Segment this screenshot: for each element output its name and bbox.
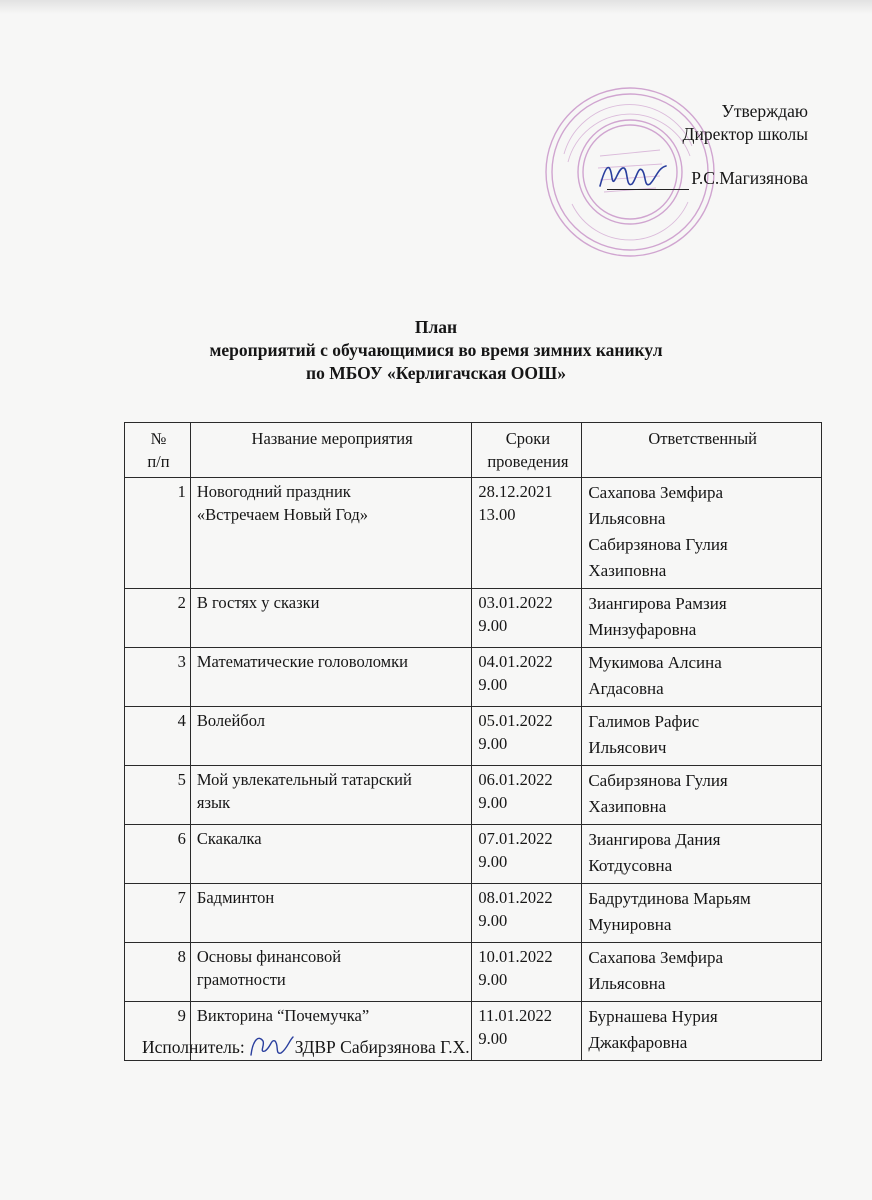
responsible-person-line: Бадрутдинова Марьям: [588, 889, 751, 908]
header-num: [125, 423, 191, 478]
event-name-line: Математические головоломки: [196, 652, 408, 671]
responsible-person: [582, 648, 822, 707]
event-date-line: 11.01.2022: [478, 1006, 553, 1025]
responsible-person-line: Мунировна: [588, 915, 672, 934]
row-number-line: 7: [177, 888, 186, 907]
responsible-person-line: Минзуфаровна: [588, 620, 697, 639]
event-date: [472, 478, 582, 589]
row-number-line: 5: [177, 770, 186, 789]
row-number: [125, 707, 191, 766]
event-date-line: 06.01.2022: [478, 770, 553, 789]
responsible-person-line: Сабирзянова Гулия: [588, 535, 728, 554]
table-row: [125, 884, 822, 943]
scan-edge-shadow: [0, 0, 872, 14]
responsible-person: [582, 884, 822, 943]
event-date-line: 9.00: [478, 911, 508, 930]
event-name-line: язык: [196, 793, 231, 812]
header-date-line-2: проведения: [487, 452, 569, 471]
table-header-row: [125, 423, 822, 478]
event-date-line: 28.12.2021: [478, 482, 553, 501]
table-row: [125, 478, 822, 589]
event-date-line: 03.01.2022: [478, 593, 553, 612]
event-name: [190, 825, 472, 884]
event-date: [472, 825, 582, 884]
table-body: [125, 478, 822, 1061]
approval-block: [538, 100, 808, 191]
table-row: [125, 589, 822, 648]
responsible-person: [582, 1002, 822, 1061]
events-table: [124, 422, 822, 1061]
responsible-person: [582, 707, 822, 766]
row-number: [125, 825, 191, 884]
row-number-line: 2: [177, 593, 186, 612]
event-name: [190, 648, 472, 707]
event-name-line: Викторина “Почемучка”: [196, 1006, 370, 1025]
title-line-2: мероприятий с обучающимися во время зимних каникул: [209, 340, 663, 360]
event-date: [472, 707, 582, 766]
header-name: Название мероприятия: [190, 423, 472, 478]
responsible-person: [582, 825, 822, 884]
event-date-line: 9.00: [478, 675, 508, 694]
responsible-person-line: Сахапова Земфира: [588, 948, 723, 967]
event-date: [472, 648, 582, 707]
event-date-line: 9.00: [478, 616, 508, 635]
responsible-person: [582, 766, 822, 825]
event-name-line: В гостях у сказки: [196, 593, 320, 612]
responsible-person: [582, 589, 822, 648]
event-date: [472, 884, 582, 943]
event-name-line: грамотности: [196, 970, 286, 989]
row-number-line: 4: [177, 711, 186, 730]
event-name-line: Основы финансовой: [196, 947, 342, 966]
event-name: [190, 478, 472, 589]
executor-line: [142, 1031, 470, 1061]
executor-label: Исполнитель:: [142, 1037, 245, 1057]
event-name-line: Мой увлекательный татарский: [196, 770, 412, 789]
event-name-line: Новогодний праздник: [196, 482, 351, 501]
responsible-person-line: Мукимова Алсина: [588, 653, 722, 672]
event-date-line: 9.00: [478, 793, 508, 812]
table-row: [125, 825, 822, 884]
event-date-line: 08.01.2022: [478, 888, 553, 907]
row-number-line: 6: [177, 829, 186, 848]
responsible-person-line: Ильясович: [588, 738, 667, 757]
event-name-line: Бадминтон: [196, 888, 275, 907]
responsible-person-line: Зиангирова Рамзия: [588, 594, 727, 613]
responsible-person-line: Ильясовна: [588, 974, 666, 993]
row-number: [125, 943, 191, 1002]
table-row: [125, 766, 822, 825]
event-date-line: 07.01.2022: [478, 829, 553, 848]
executor-name: ЗДВР Сабирзянова Г.Х.: [294, 1037, 470, 1057]
responsible-person-line: Хазиповна: [588, 797, 667, 816]
responsible-person: [582, 478, 822, 589]
row-number-line: 8: [177, 947, 186, 966]
title-line-1: План: [414, 317, 458, 337]
row-number: [125, 766, 191, 825]
header-num-line-1: №: [150, 429, 167, 448]
event-date-line: 13.00: [478, 505, 516, 524]
event-date: [472, 1002, 582, 1061]
document-title: [0, 316, 872, 385]
responsible-person-line: Агдасовна: [588, 679, 664, 698]
header-date: [472, 423, 582, 478]
event-name-line: Скакалка: [196, 829, 262, 848]
event-date: [472, 589, 582, 648]
event-name: [190, 943, 472, 1002]
table-row: [125, 943, 822, 1002]
event-date-line: 9.00: [478, 1029, 508, 1048]
event-name-line: «Встречаем Новый Год»: [196, 505, 369, 524]
event-date-line: 9.00: [478, 970, 508, 989]
row-number: [125, 478, 191, 589]
responsible-person-line: Сахапова Земфира: [588, 483, 723, 502]
responsible-person-line: Сабирзянова Гулия: [588, 771, 728, 790]
responsible-person-line: Зиангирова Дания: [588, 830, 721, 849]
event-date-line: 10.01.2022: [478, 947, 553, 966]
approval-position: Директор школы: [682, 124, 808, 144]
responsible-person-line: Галимов Рафис: [588, 712, 700, 731]
responsible-person-line: Хазиповна: [588, 561, 667, 580]
row-number: [125, 884, 191, 943]
event-name-line: Волейбол: [196, 711, 265, 730]
director-signature-line: [538, 167, 808, 191]
signature-underline: [607, 171, 689, 190]
responsible-person-line: Джакфаровна: [588, 1033, 688, 1052]
responsible-person: [582, 943, 822, 1002]
event-name: [190, 589, 472, 648]
responsible-person-line: Котдусовна: [588, 856, 673, 875]
table-row: [125, 648, 822, 707]
event-date-line: 05.01.2022: [478, 711, 553, 730]
header-responsible: Ответственный: [582, 423, 822, 478]
event-date: [472, 766, 582, 825]
row-number-line: 9: [177, 1006, 186, 1025]
executor-signature: [245, 1031, 295, 1061]
event-date-line: 9.00: [478, 852, 508, 871]
responsible-person-line: Ильясовна: [588, 509, 666, 528]
director-name: Р.С.Магизянова: [691, 168, 808, 188]
header-date-line-1: Сроки: [505, 429, 551, 448]
approval-heading: Утверждаю: [721, 101, 808, 121]
event-name: [190, 884, 472, 943]
header-num-line-2: п/п: [147, 452, 170, 471]
row-number: [125, 648, 191, 707]
event-name: [190, 766, 472, 825]
event-date: [472, 943, 582, 1002]
row-number-line: 3: [177, 652, 186, 671]
event-name: [190, 707, 472, 766]
table-row: [125, 707, 822, 766]
event-date-line: 9.00: [478, 734, 508, 753]
row-number-line: 1: [177, 482, 186, 501]
row-number: [125, 589, 191, 648]
event-date-line: 04.01.2022: [478, 652, 553, 671]
title-line-3: по МБОУ «Керлигачская ООШ»: [306, 363, 566, 383]
responsible-person-line: Бурнашева Нурия: [588, 1007, 718, 1026]
